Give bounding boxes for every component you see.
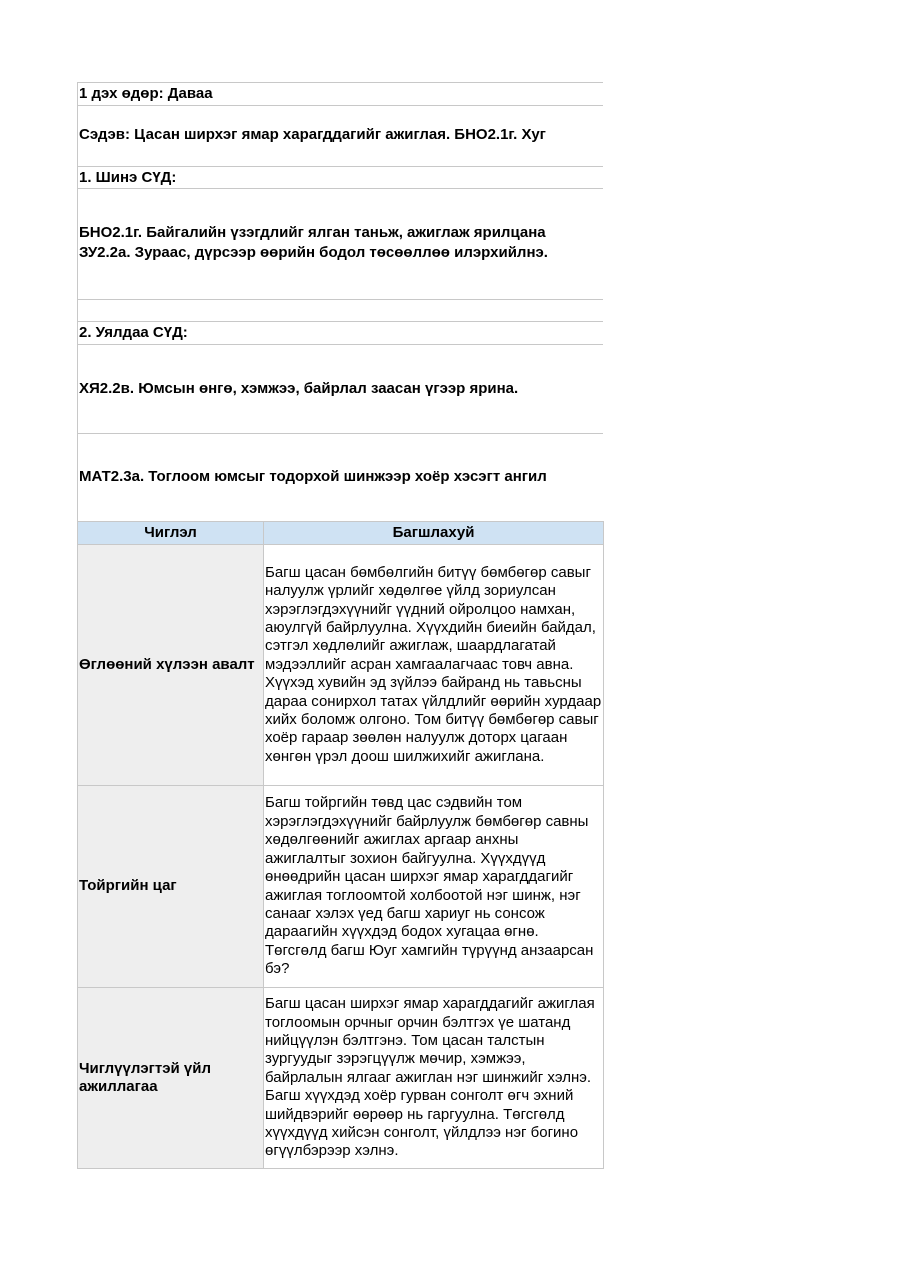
related-sud-title: 2. Уялдаа СҮД: <box>79 324 188 341</box>
direction-cell: Тойргийн цаг <box>78 786 264 988</box>
related-sud-1-row <box>77 344 603 433</box>
activity-table <box>77 521 604 1169</box>
related-sud-2: МАТ2.3а. Тоглоом юмсыг тодорхой шинжээр хоёр хэсэгт ангил <box>79 468 547 485</box>
worksheet <box>77 82 603 1169</box>
teaching-cell: Багш цасан бөмбөлгийн битүү бөмбөгөр савыг налуулж үрлийг хөдөлгөе үйлд зориулсан хэрэглэгдэхүүнийг үүдний ойролцоо намхан, аюулгүй байрлуулна. Хүүхдийн биеийн байдал, сэтгэл хөдлөлийг ажиглаж, шаардлагатай мэдээллийг асран хамгаалагчаас товч авна. Хүүхэд хувийн эд зүйлээ байранд нь тавьсны дараа сонирхол татах үйлдлийг өөрийн хурдаар хийх боломж олгоно. Том битүү бөмбөгөр савыг хоёр гараар зөөлөн налуулж доторх цагаан хөнгөн үрэл доош шилжихийг ажиглана. <box>264 545 604 786</box>
new-sud-title-row <box>77 166 603 188</box>
table-header-row <box>78 522 604 545</box>
new-sud-line-2: ЗУ2.2а. Зураас, дүрсээр өөрийн бодол төсөөллөө илэрхийлнэ. <box>79 244 548 261</box>
spacer-row <box>77 299 603 321</box>
day-heading: 1 дэх өдөр: Даваа <box>79 85 213 102</box>
topic-heading: Сэдэв: Цасан ширхэг ямар харагддагийг ажиглая. БНО2.1г. Хуг <box>79 126 546 143</box>
new-sud-line-1: БНО2.1г. Байгалийн үзэгдлийг ялган таньж, ажиглаж ярилцана <box>79 224 546 241</box>
related-sud-1: ХЯ2.2в. Юмсын өнгө, хэмжээ, байрлал заасан үгээр ярина. <box>79 380 519 397</box>
direction-cell: Өглөөний хүлээн авалт <box>78 545 264 786</box>
table-row <box>78 786 604 988</box>
direction-cell: Чиглүүлэгтэй үйл ажиллагаа <box>78 988 264 1169</box>
table-row <box>78 545 604 786</box>
table-row <box>78 988 604 1169</box>
teaching-cell: Багш тойргийн төвд цас сэдвийн том хэрэглэгдэхүүнийг байрлуулж бөмбөгөр савны хөдөлгөөнийг ажиглах аргаар анхны ажиглалтыг зохион байгуулна. Хүүхдүүд өнөөдрийн цасан ширхэг ямар харагддагийг ажиглая тоглоомтой холбоотой нэг шинж, нэг санааг хэлэх үед багш хариуг нь сонсож дараагийн хүүхдэд бодох хугацаа өгнө. Төгсгөлд багш Юуг хамгийн түрүүнд анзаарсан бэ? <box>264 786 604 988</box>
teaching-cell: Багш цасан ширхэг ямар харагддагийг ажиглая тоглоомын орчныг орчин бэлтгэх үе шатанд нийцүүлэн бэлтгэнэ. Том цасан талстын зургуудыг зэрэгцүүлж мөчир, хэмжээ, байрлалын ялгааг ажиглан нэг шинжийг хэлнэ. Багш хүүхдэд хоёр гурван сонголт өгч эхний шийдвэрийг өөрөөр нь гаргуулна. Төгсгөлд хүүхдүүд хийсэн сонголт, үйлдлээ нэг богино өгүүлбэрээр хэлнэ. <box>264 988 604 1169</box>
column-header-teaching: Багшлахуй <box>264 522 604 545</box>
new-sud-title: 1. Шинэ СҮД: <box>79 169 177 186</box>
column-header-direction: Чиглэл <box>78 522 264 545</box>
related-sud-2-row <box>77 433 603 521</box>
related-sud-title-row <box>77 321 603 344</box>
day-row <box>77 82 603 105</box>
topic-row <box>77 105 603 166</box>
new-sud-row <box>77 188 603 299</box>
